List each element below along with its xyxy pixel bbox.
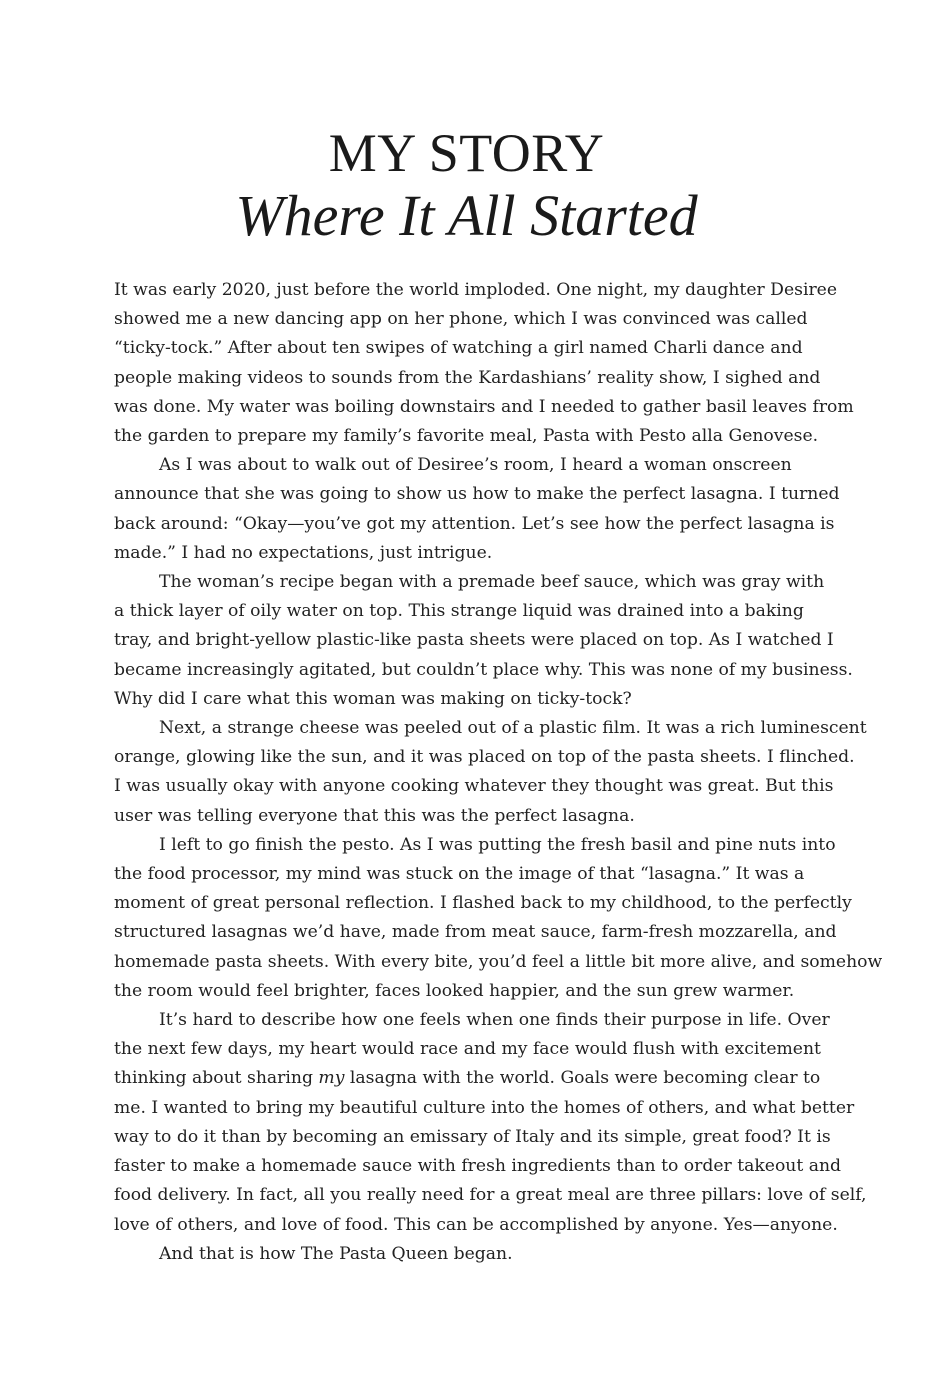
text-line: back around: “Okay—you’ve got my attention. Let’s see how the perfect lasagna is [114, 513, 835, 534]
text-segment: thinking about sharing [114, 1068, 319, 1089]
text-line: the food processor, my mind was stuck on the image of that “lasagna.” It was a [114, 864, 805, 885]
paragraph-start-line: Next, a strange cheese was peeled out of a plastic film. It was a rich luminescent [159, 718, 867, 739]
text-line: announce that she was going to show us how to make the perfect lasagna. I turned [114, 484, 840, 505]
text-line: people making videos to sounds from the Kardashians’ reality show, I sighed and [114, 367, 821, 388]
text-line: me. I wanted to bring my beautiful culture into the homes of others, and what better [114, 1097, 855, 1118]
text-segment: lasagna with the world. Goals were becoming clear to [344, 1068, 821, 1089]
emphasis-word: my [318, 1068, 345, 1089]
text-line: the garden to prepare my family’s favorite meal, Pasta with Pesto alla Genovese. [114, 426, 819, 447]
story-body [114, 276, 883, 1269]
text-line: the room would feel brighter, faces looked happier, and the sun grew warmer. [114, 980, 795, 1001]
paragraph-start-line: The woman’s recipe began with a premade beef sauce, which was gray with [159, 572, 825, 593]
text-line: orange, glowing like the sun, and it was placed on top of the pasta sheets. I flinched. [114, 747, 855, 768]
chapter-title: MY STORY [328, 123, 605, 183]
text-line: a thick layer of oily water on top. This strange liquid was drained into a baking [114, 601, 804, 622]
text-line: way to do it than by becoming an emissary of Italy and its simple, great food? It is [114, 1126, 831, 1147]
text-line: love of others, and love of food. This can be accomplished by anyone. Yes—anyone. [114, 1214, 838, 1235]
text-line: Why did I care what this woman was making on ticky-tock? [114, 688, 632, 709]
paragraph-start-line: I left to go finish the pesto. As I was putting the fresh basil and pine nuts into [159, 834, 836, 855]
text-line: user was telling everyone that this was the perfect lasagna. [114, 805, 635, 826]
text-line [114, 1064, 854, 1093]
text-line: became increasingly agitated, but couldn’t place why. This was none of my business. [114, 659, 853, 680]
text-line: structured lasagnas we’d have, made from meat sauce, farm-fresh mozzarella, and [114, 922, 837, 943]
text-line: I was usually okay with anyone cooking whatever they thought was great. But this [114, 776, 834, 797]
text-line: faster to make a homemade sauce with fresh ingredients than to order takeout and [114, 1156, 842, 1177]
text-line: food delivery. In fact, all you really need for a great meal are three pillars: love of self, [114, 1185, 867, 1206]
paragraph-start-line: It’s hard to describe how one feels when one finds their purpose in life. Over [159, 1010, 830, 1031]
text-line: moment of great personal reflection. I flashed back to my childhood, to the perfectly [114, 893, 852, 914]
text-line: homemade pasta sheets. With every bite, you’d feel a little bit more alive, and somehow [114, 951, 883, 972]
chapter-heading [0, 122, 933, 248]
paragraph-start-line: And that is how The Pasta Queen began. [159, 1243, 513, 1264]
text-line: tray, and bright-yellow plastic-like pasta sheets were placed on top. As I watched I [114, 630, 834, 651]
text-line: showed me a new dancing app on her phone, which I was convinced was called [114, 309, 808, 330]
text-line: It was early 2020, just before the world imploded. One night, my daughter Desiree [114, 280, 838, 300]
chapter-subtitle: Where It All Started [235, 183, 698, 248]
paragraph-start-line: As I was about to walk out of Desiree’s room, I heard a woman onscreen [159, 455, 792, 476]
text-line: “ticky-tock.” After about ten swipes of watching a girl named Charli dance and [114, 338, 803, 359]
text-line: the next few days, my heart would race and my face would flush with excitement [114, 1039, 821, 1060]
text-line: made.” I had no expectations, just intrigue. [114, 542, 493, 563]
text-line: was done. My water was boiling downstairs and I needed to gather basil leaves from [114, 396, 854, 417]
